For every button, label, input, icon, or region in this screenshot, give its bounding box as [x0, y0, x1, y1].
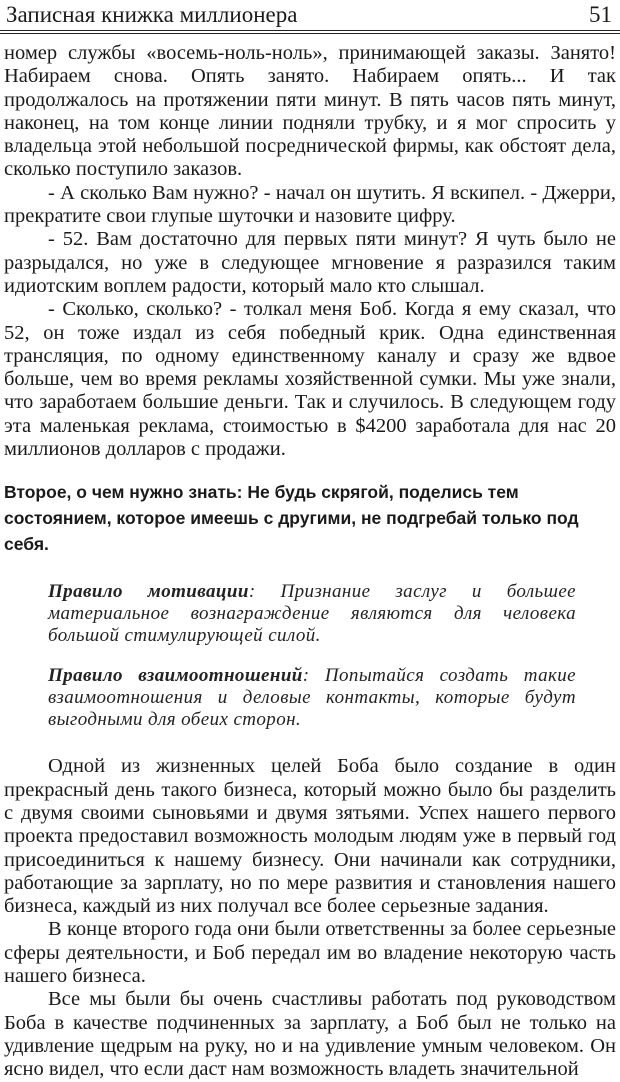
body-paragraph: - А сколько Вам нужно? - начал он шутить. Я вскипел. - Джерри, прекратите свои глупые шуточки и назовите цифру.	[4, 181, 616, 228]
rule-name: Правило мотивации	[48, 581, 249, 603]
body-paragraph: В конце второго года они были ответственны за более серьезные сферы деятельности, и Боб передал им во владение некоторую часть нашего бизнеса.	[4, 918, 616, 988]
header-rule	[0, 30, 620, 31]
page-number: 51	[589, 2, 612, 27]
body-paragraph: Одной из жизненных целей Боба было создание в один прекрасный день такого бизнеса, который можно было бы разделить с двумя своими сыновьями и двумя зятьями. Успех нашего первого проекта предоставил возможность молодым людям уже в первый год присоединиться к нашему бизнесу. Они начинали как сотрудники, работающие за зарплату, но по мере развития и становления нашего бизнеса, каждый из них получал все более серьезные задания.	[4, 755, 616, 918]
page-content	[4, 42, 616, 1082]
body-paragraph: номер службы «восемь-ноль-ноль», принимающей заказы. Занято! Набираем снова. Опять занято. Набираем опять... И так продолжалось на протяжении пяти минут. В пять часов пять минут, наконец, на том конце линии подняли трубку, и я мог спросить у владельца этой небольшой посреднической фирмы, как обстоят дела, сколько поступило заказов.	[4, 42, 616, 181]
body-paragraph: - 52. Вам достаточно для первых пяти минут? Я чуть было не разрыдался, но уже в следующее мгновение я разразился таким идиотским воплем радости, который мало кто слышал.	[4, 228, 616, 297]
rule-relationships	[48, 665, 576, 731]
body-paragraph: - Сколько, сколько? - толкал меня Боб. Когда я ему сказал, что 52, он тоже издал из себя победный крик. Одна единственная трансляция, по одному единственному каналу и сразу же вдвое больше, чем во время рекламы хозяйственной сумки. Мы уже знали, что заработаем большие деньги. Так и случилось. В следующем году эта маленькая реклама, стоимостью в $4200 заработала для нас 20 миллионов долларов с продажи.	[4, 298, 616, 461]
rule-text: : Признание заслуг и большее материальное вознаграждение являются для человека большой стимулирующей силой.	[48, 581, 576, 647]
header-rule-double	[0, 33, 620, 34]
rule-name: Правило взаимоотношений	[48, 665, 303, 687]
rules-block	[48, 581, 576, 731]
rule-motivation	[48, 581, 576, 647]
rule-text: : Попытайся создать такие взаимоотношения и деловые контакты, которые будут выгодными для обеих сторон.	[48, 665, 576, 731]
body-paragraph: Все мы были бы очень счастливы работать под руководством Боба в качестве подчиненных за зарплату, а Боб был не только на удивление щедрым на руку, но и на удивление умным человеком. Он ясно видел, что если даст нам возможность владеть значительной	[4, 988, 616, 1081]
section-heading: Второе, о чем нужно знать: Не будь скрягой, поделись тем состоянием, которое имеешь с другими, не подгребай только под себя.	[4, 482, 579, 555]
page-header	[0, 0, 620, 34]
running-title: Записная книжка миллионера	[6, 2, 298, 27]
